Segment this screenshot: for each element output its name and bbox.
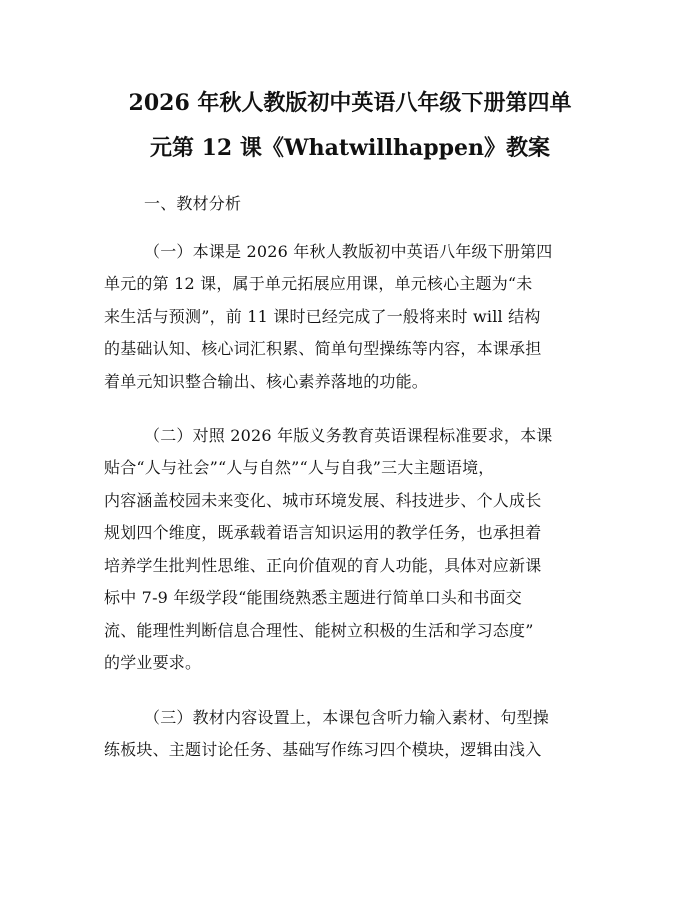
paragraph-2-line-5: 培养学生批判性思维、正向价值观的育人功能，具体对应新课 <box>104 556 542 575</box>
paragraph-2-line-3: 内容涵盖校园未来变化、城市环境发展、科技进步、个人成长 <box>104 491 542 510</box>
paragraph-2-line-2: 贴合“人与社会”“人与自然”“人与自我”三大主题语境， <box>104 458 495 477</box>
paragraph-2-line-4: 规划四个维度，既承载着语言知识运用的教学任务，也承担着 <box>104 523 542 542</box>
paragraph-2-line-8: 的学业要求。 <box>104 653 202 672</box>
document-title-line-2: 元第 12 课《Whatwillhappen》教案 <box>149 135 551 161</box>
document-title-line-1: 2026 年秋人教版初中英语八年级下册第四单 <box>128 90 572 116</box>
paragraph-2-line-7: 流、能理性判断信息合理性、能树立积极的生活和学习态度” <box>104 621 534 640</box>
paragraph-1-line-4: 的基础认知、核心词汇积累、简单句型操练等内容，本课承担 <box>104 339 542 358</box>
paragraph-3-line-2: 练板块、主题讨论任务、基础写作练习四个模块，逻辑由浅入 <box>104 740 542 759</box>
paragraph-1-line-5: 着单元知识整合输出、核心素养落地的功能。 <box>104 372 429 391</box>
paragraph-3-line-1: （三）教材内容设置上，本课包含听力输入素材、句型操 <box>144 708 550 727</box>
paragraph-1-line-2: 单元的第 12 课，属于单元拓展应用课，单元核心主题为“未 <box>104 274 533 293</box>
paragraph-2-line-6: 标中 7-9 年级学段“能围绕熟悉主题进行简单口头和书面交 <box>104 588 522 607</box>
paragraph-2-line-1: （二）对照 2026 年版义务教育英语课程标准要求，本课 <box>144 426 553 445</box>
paragraph-1-line-3: 来生活与预测”，前 11 课时已经完成了一般将来时 will 结构 <box>104 307 541 326</box>
section-heading: 一、教材分析 <box>144 194 242 213</box>
paragraph-1-line-1: （一）本课是 2026 年秋人教版初中英语八年级下册第四 <box>144 242 553 261</box>
